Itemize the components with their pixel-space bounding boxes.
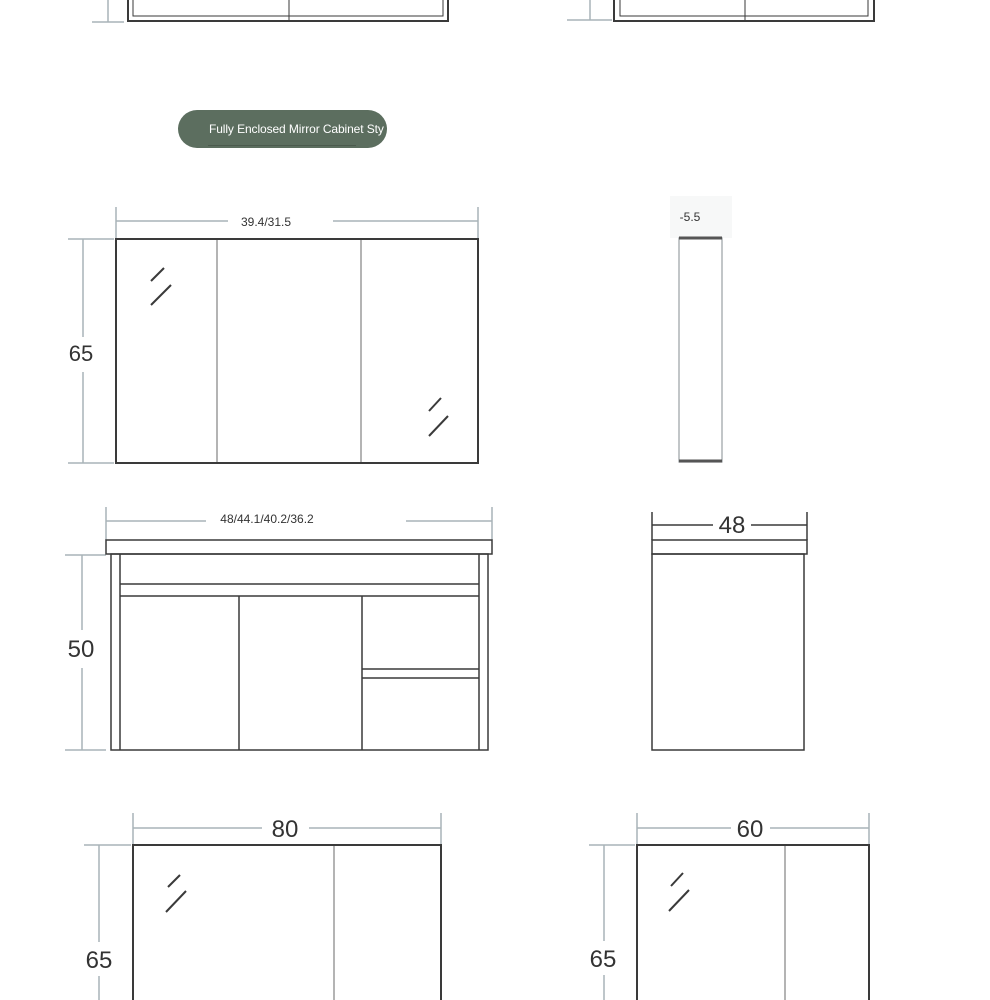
- mirror-reflection-icon: [669, 873, 689, 911]
- mirror-reflection-icon: [166, 875, 186, 912]
- width-dimension-line: [637, 813, 869, 844]
- small-a-width-label: 80: [271, 816, 299, 843]
- vanity-depth-label: 48: [718, 512, 746, 539]
- mirror-reflection-icon: [151, 268, 171, 305]
- badge-underline: [208, 145, 356, 146]
- height-dimension-line: [589, 845, 635, 1000]
- height-dimension-line: [84, 845, 131, 1000]
- vanity-width-label: 48/44.1/40.2/36.2: [220, 512, 314, 526]
- depth-dimension-line: [652, 512, 807, 540]
- mirror-width-label: 39.4/31.5: [240, 215, 292, 229]
- small-a-height-label: 65: [85, 947, 113, 974]
- mirror-cabinet-outline: [116, 239, 478, 463]
- top-left-cropped-cabinet: [92, 0, 448, 22]
- height-dimension-line: [68, 239, 114, 463]
- section-title: Fully Enclosed Mirror Cabinet Sty: [209, 122, 384, 136]
- small-b-width-label: 60: [736, 816, 764, 843]
- mirror-cabinet-80: [84, 813, 441, 1000]
- mirror-height-label: 65: [68, 341, 94, 366]
- vanity-height-label: 50: [67, 636, 95, 663]
- width-dimension-line: [133, 813, 441, 844]
- height-dimension-line: [65, 555, 106, 750]
- vanity-cabinet-front: [65, 507, 492, 750]
- mirror-cabinet-60: [589, 813, 869, 1000]
- section-title-badge: [178, 110, 387, 148]
- vanity-countertop: [106, 540, 492, 554]
- mirror-reflection-icon: [429, 398, 448, 436]
- vanity-cabinet-side: [652, 512, 807, 750]
- mirror-depth-label: -5.5: [679, 210, 701, 224]
- width-dimension-line: [106, 507, 492, 540]
- small-b-height-label: 65: [589, 946, 617, 973]
- mirror-cabinet-side: [670, 196, 732, 462]
- top-right-cropped-cabinet: [567, 0, 874, 21]
- mirror-cabinet-front: [68, 207, 478, 463]
- width-dimension-line: [116, 207, 478, 238]
